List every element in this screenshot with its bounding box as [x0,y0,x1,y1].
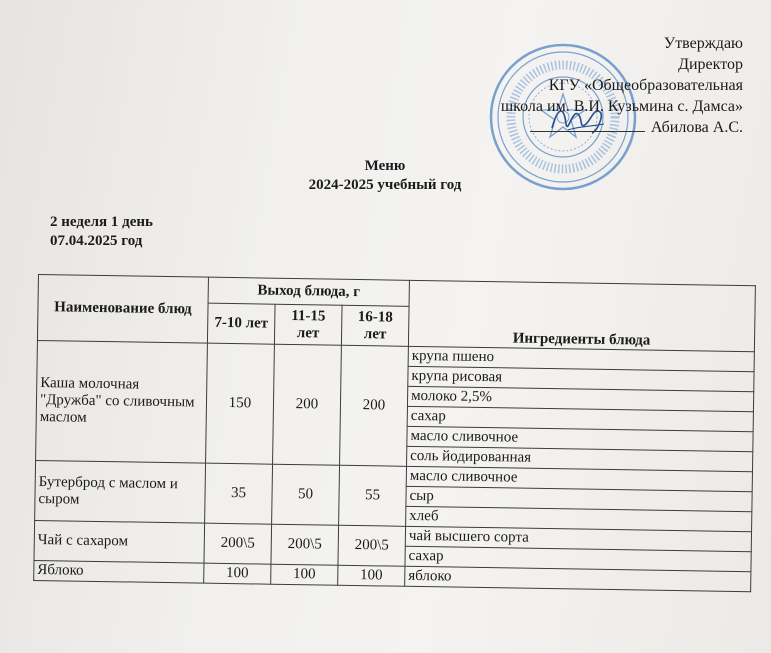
title-year: 2024-2025 учебный год [308,177,462,193]
ingredient: яблоко [405,566,751,591]
dish-name: Бутерброд с маслом и сыром [35,460,206,523]
dish-output-11-15: 50 [272,464,340,525]
header-age-16-18: 16-18 лет [341,305,409,346]
dish-output-11-15: 100 [271,564,338,585]
dish-output-7-10: 150 [206,343,275,464]
dish-output-11-15: 200\5 [271,524,339,565]
ingredient: крупа пшено [408,346,754,371]
dish-name: Яблоко [34,560,204,583]
signature-line [530,131,645,132]
header-dish: Наименование блюд [37,275,208,344]
dish-output-7-10: 200\5 [204,523,272,564]
ingredient: соль йодированная [407,446,753,471]
week-day: 2 неделя 1 день [50,214,153,230]
dish-output-16-18: 200 [340,345,409,466]
ingredient: сыр [406,486,752,511]
dish-name: Чай с сахаром [34,520,205,563]
approval-line-3: КГУ «Общеобразовательная [548,77,743,94]
menu-date: 07.04.2025 год [50,233,143,249]
menu-meta [50,213,153,251]
ingredient: чай высшего сорта [405,526,751,551]
approval-signature-row [501,117,743,138]
ingredient: крупа рисовая [408,366,754,391]
ingredient: масло сливочное [407,426,753,451]
menu-table [33,274,756,592]
header-age-7-10: 7-10 лет [207,303,275,344]
approval-line-4: школа им. В.И. Кузьмина с. Дамса» [500,98,743,115]
header-ingredients: Ингредиенты блюда [408,280,755,351]
approval-block [501,33,743,138]
dish-output-16-18: 55 [339,465,407,526]
dish-output-16-18: 200\5 [338,525,406,566]
ingredient: сахар [407,406,753,431]
document-title [200,157,570,195]
dish-output-7-10: 100 [204,563,271,584]
ingredient: сахар [405,546,751,571]
approval-line-1: Утверждаю [663,35,743,52]
ingredient: масло сливочное [406,466,752,491]
director-name: Абилова А.С. [650,119,743,136]
ingredient: молоко 2,5% [407,386,753,411]
dish-output-7-10: 35 [205,463,273,524]
dish-output-11-15: 200 [273,344,342,465]
ingredient: хлеб [406,506,752,531]
title-menu: Меню [364,158,406,174]
header-output: Выход блюда, г [208,277,409,306]
dish-output-16-18: 100 [338,565,405,586]
approval-line-2: Директор [678,56,743,73]
dish-name: Каша молочная "Дружба" со сливочным маслом [36,340,208,463]
header-age-11-15: 11-15 лет [274,304,342,345]
